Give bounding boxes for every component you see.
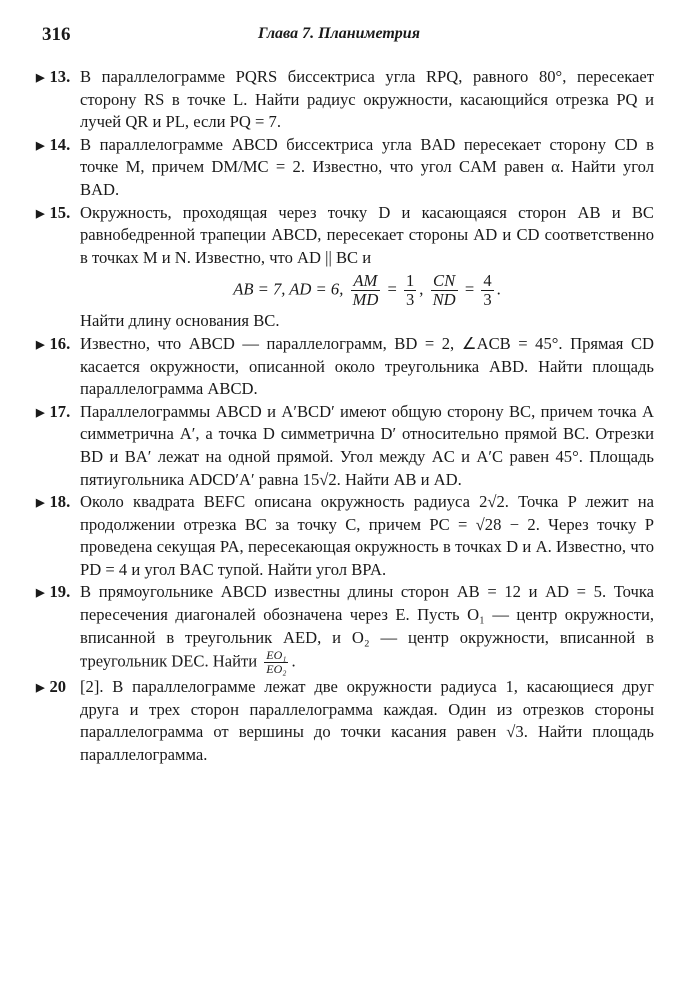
problem-marker: ▶ 19. bbox=[36, 581, 70, 605]
triangle-marker-icon: ▶ bbox=[36, 207, 45, 220]
triangle-marker-icon: ▶ bbox=[36, 139, 45, 152]
triangle-marker-icon: ▶ bbox=[36, 587, 45, 600]
problem-text: Около квадрата BEFC описана окружность радиуса 2√2. Точка P лежит на продолжении отрезка BC за точку C, причем PC = √28 − 2. Через точку P проведена секущая PA, пересекающая окружность в точках D и A. Известно, что PD = 4 и угол BAC тупой. Найти угол BPA. bbox=[80, 492, 654, 579]
formula-prefix: AB = 7, AD = 6, bbox=[233, 279, 344, 299]
formula-separator: , bbox=[419, 279, 424, 299]
problem-marker: ▶ 17. bbox=[36, 401, 70, 425]
problem-text: В прямоугольнике ABCD известны длины сторон AB = 12 и AD = 5. Точка пересечения диагоналей обозначена через E. Пусть O₁ — центр окружности, вписанной в треугольник AED, и O₂ — центр окружности, вписанной в треугольник DEC. Найти $\frac{\text{EO₁}}{\text{EO₂}}$ . bbox=[80, 582, 654, 677]
running-head bbox=[0, 24, 680, 50]
problem-18 bbox=[36, 491, 654, 581]
problem-list bbox=[36, 66, 654, 767]
fraction-four-thirds: $\frac{4}{3}$ bbox=[483, 271, 492, 310]
problem-marker: ▶ 16. bbox=[36, 333, 70, 357]
problem-marker: ▶ 15. bbox=[36, 202, 70, 226]
problem-text: Окружность, проходящая через точку D и касающаяся сторон AB и BC равнобедренной трапеции ABCD, пересекает стороны AD и CD соответственно в точках M и N. Известно, что AD || BC и bbox=[80, 202, 654, 267]
problem-text: Параллелограммы ABCD и A′BCD′ имеют общую сторону BC, причем точка A симметрична A′, а точка D симметрична D′ относительно прямой BC. Отрезки BD и BA′ лежат на одной прямой. Угол между AC и A′C равен 45°. Площадь пятиугольника ADCD′A′ равна 15√2. Найти AB и AD. bbox=[80, 401, 654, 489]
chapter-title: Глава 7. Планиметрия bbox=[258, 25, 420, 42]
problem-19 bbox=[36, 581, 654, 676]
equals-sign: = bbox=[464, 279, 475, 299]
triangle-marker-icon: ▶ bbox=[36, 682, 45, 695]
problem-17 bbox=[36, 401, 654, 491]
problem-marker: ▶ 14. bbox=[36, 134, 70, 158]
ratio-formula bbox=[80, 272, 654, 309]
formula-end: . bbox=[496, 279, 501, 299]
triangle-marker-icon: ▶ bbox=[36, 338, 45, 351]
triangle-marker-icon: ▶ bbox=[36, 406, 45, 419]
fraction-am-md: $\frac{AM}{MD}$ bbox=[352, 271, 379, 310]
problem-text: Известно, что ABCD — параллелограмм, BD = 2, ∠ACB = 45°. Прямая CD касается окружности, описанной около треугольника ABD. Найти площадь параллелограмма ABCD. bbox=[80, 333, 654, 399]
fraction-cn-nd: $\frac{CN}{ND}$ bbox=[432, 271, 456, 310]
page-number: 316 bbox=[42, 24, 71, 45]
equals-sign: = bbox=[387, 279, 397, 299]
problem-13 bbox=[36, 66, 654, 134]
problem-14 bbox=[36, 134, 654, 202]
triangle-marker-icon: ▶ bbox=[36, 497, 45, 510]
problem-marker: ▶ 18. bbox=[36, 491, 70, 515]
fraction-one-third: $\frac{1}{3}$ bbox=[405, 271, 415, 310]
problem-20 bbox=[36, 676, 654, 766]
problem-text: [2]. В параллелограмме лежат две окружности радиуса 1, касающиеся друг друга и трех сторон параллелограмма каждая. Один из отрезков стороны параллелограмма от вершины до точки касания равен √3. Найти площадь параллелограмма. bbox=[80, 677, 654, 765]
problem-marker: ▶ 13. bbox=[36, 66, 70, 90]
problem-question: Найти длину основания BC. bbox=[80, 311, 280, 331]
problem-15 bbox=[36, 202, 654, 333]
problem-text: В параллелограмме PQRS биссектриса угла RPQ, равного 80°, пересекает сторону RS в точке L. Найти радиус окружности, касающийся отрезка PQ и лучей QR и PL, если PQ = 7. bbox=[80, 67, 654, 132]
problem-text: В параллелограмме ABCD биссектриса угла BAD пересекает сторону CD в точке M, причем DM/MC = 2. Известно, что угол CAM равен α. Найти угол BAD. bbox=[80, 134, 654, 199]
fraction-eo1-eo2: $\frac{\text{EO₁}}{\text{EO₂}}$ bbox=[266, 648, 287, 677]
problem-16 bbox=[36, 333, 654, 401]
problem-marker: ▶ 20 bbox=[36, 676, 66, 700]
triangle-marker-icon: ▶ bbox=[36, 72, 45, 84]
